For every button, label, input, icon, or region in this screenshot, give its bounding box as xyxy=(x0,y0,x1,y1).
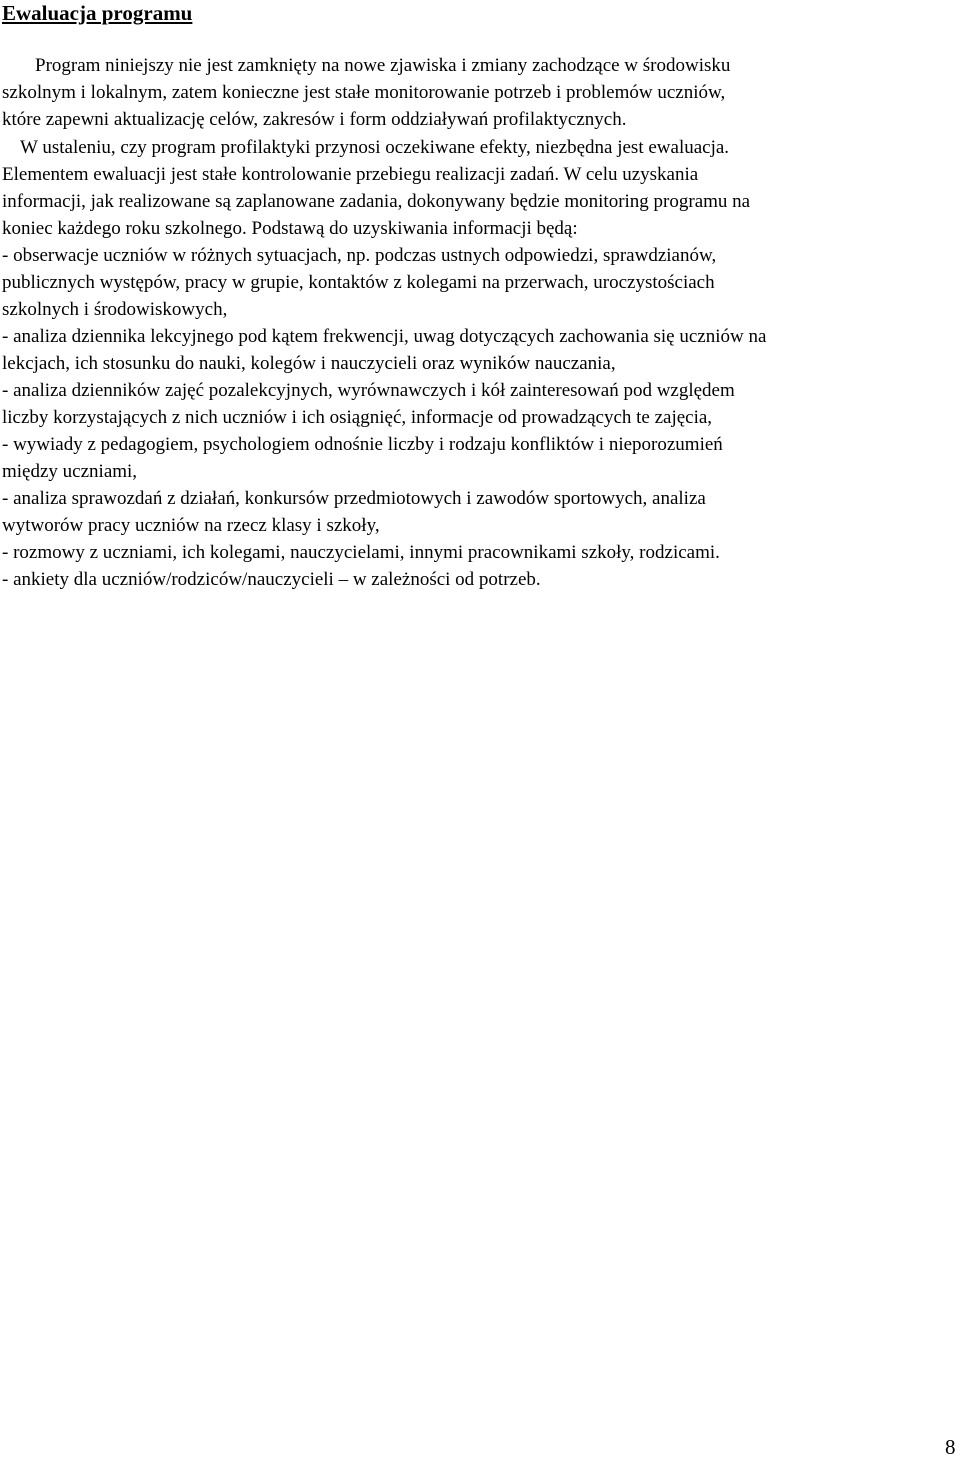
list-item-continuation: szkolnych i środowiskowych, xyxy=(2,299,228,320)
list-item: - obserwacje uczniów w różnych sytuacjach, np. podczas ustnych odpowiedzi, sprawdzianów, xyxy=(2,245,717,266)
paragraph-line: które zapewni aktualizację celów, zakresów i form oddziaływań profilaktycznych. xyxy=(2,109,627,130)
section-heading: Ewaluacja programu xyxy=(2,1,193,25)
list-item: - wywiady z pedagogiem, psychologiem odnośnie liczby i rodzaju konfliktów i nieporozumień xyxy=(2,434,723,455)
list-item-continuation: wytworów pracy uczniów na rzecz klasy i szkoły, xyxy=(2,515,380,536)
list-item: - ankiety dla uczniów/rodziców/nauczycieli – w zależności od potrzeb. xyxy=(2,569,541,590)
list-item-continuation: lekcjach, ich stosunku do nauki, kolegów i nauczycieli oraz wyników nauczania, xyxy=(2,353,616,374)
paragraph-line: W ustaleniu, czy program profilaktyki przynosi oczekiwane efekty, niezbędna jest ewaluacja. xyxy=(20,137,730,158)
page-number: 8 xyxy=(945,1435,956,1459)
list-item-continuation: publicznych występów, pracy w grupie, kontaktów z kolegami na przerwach, uroczystościach xyxy=(2,272,715,293)
paragraph-line: szkolnym i lokalnym, zatem konieczne jest stałe monitorowanie potrzeb i problemów uczniów, xyxy=(2,82,726,103)
paragraph-line: Program niniejszy nie jest zamknięty na nowe zjawiska i zmiany zachodzące w środowisku xyxy=(35,55,731,76)
list-item: - analiza dzienników zajęć pozalekcyjnych, wyrównawczych i kół zainteresowań pod względem xyxy=(2,380,735,401)
list-item: - rozmowy z uczniami, ich kolegami, nauczycielami, innymi pracownikami szkoły, rodzicami. xyxy=(2,542,720,563)
list-item-continuation: między uczniami, xyxy=(2,461,138,482)
paragraph-line: koniec każdego roku szkolnego. Podstawą do uzyskiwania informacji będą: xyxy=(2,218,578,239)
paragraph-line: informacji, jak realizowane są zaplanowane zadania, dokonywany będzie monitoring programu na xyxy=(2,191,751,212)
list-item-continuation: liczby korzystających z nich uczniów i ich osiągnięć, informacje od prowadzących te zajęcia, xyxy=(2,407,713,428)
paragraph-line: Elementem ewaluacji jest stałe kontrolowanie przebiegu realizacji zadań. W celu uzyskania xyxy=(2,164,699,185)
list-item: - analiza sprawozdań z działań, konkursów przedmiotowych i zawodów sportowych, analiza xyxy=(2,488,706,509)
list-item: - analiza dziennika lekcyjnego pod kątem frekwencji, uwag dotyczących zachowania się uczniów na xyxy=(2,326,767,347)
